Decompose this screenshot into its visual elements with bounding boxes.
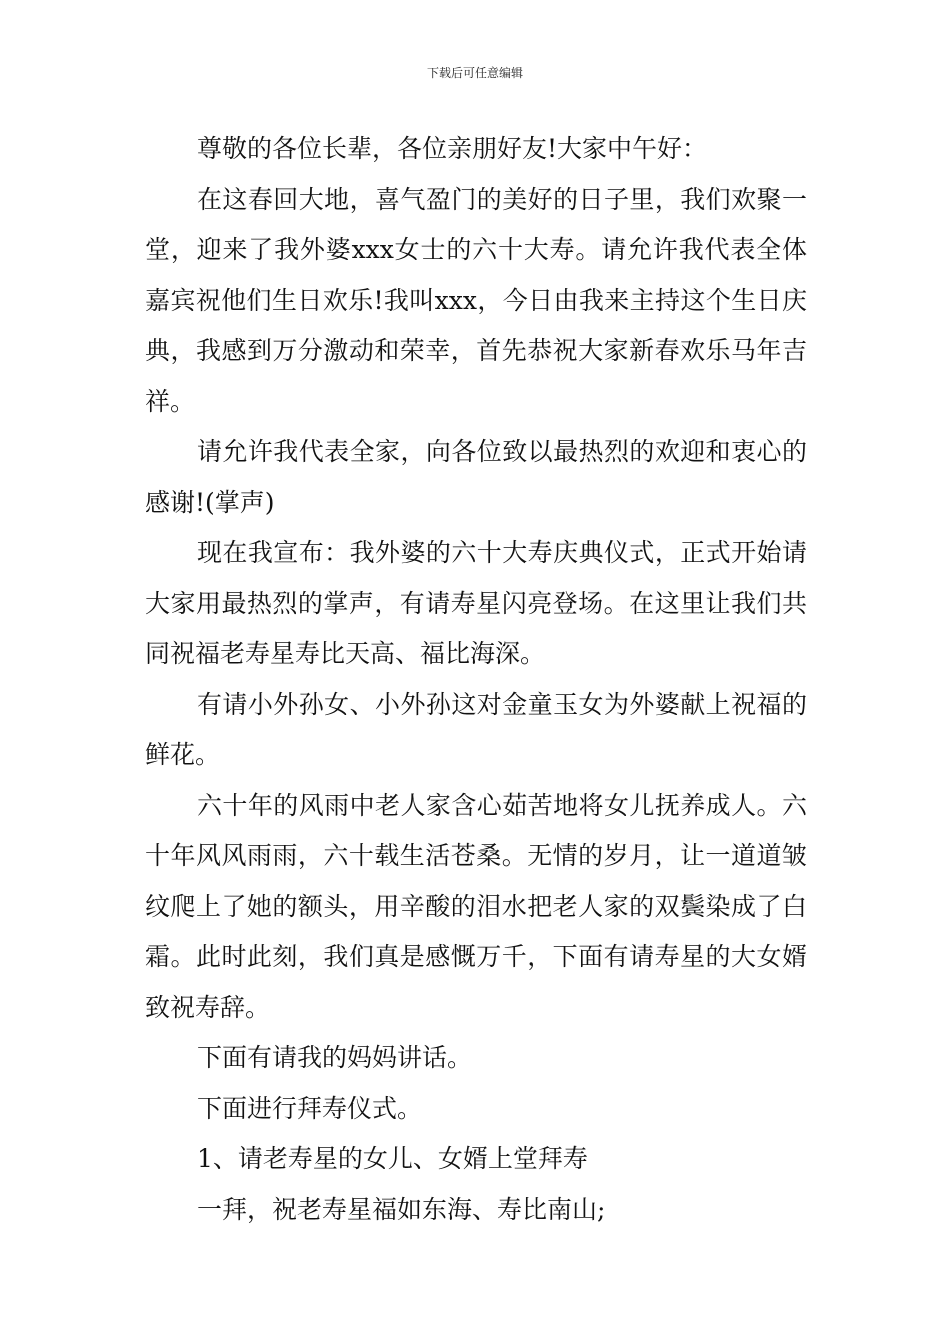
paragraph-greeting: 尊敬的各位长辈，各位亲朋好友!大家中午好： <box>197 134 708 163</box>
paragraph-opening: 在这春回大地，喜气盈门的美好的日子里，我们欢聚一堂，迎来了我外婆xxx女士的六十大寿。请允许我代表全体嘉宾祝他们生日欢乐!我叫xxx，今日由我来主持这个生日庆典，我感到万分激动和荣幸，首先恭祝大家新春欢乐马年吉祥。 <box>145 184 807 416</box>
paragraph-first-bow: 一拜，祝老寿星福如东海、寿比南山; <box>197 1194 606 1224</box>
paragraph-tribute: 六十年的风雨中老人家含心茹苦地将女儿抚养成人。六十年风风雨雨，六十载生活苍桑。无情的岁月，让一道道皱纹爬上了她的额头，用辛酸的泪水把老人家的双鬓染成了白霜。此时此刻，我们真是感慨万千，下面有请寿星的大女婿致祝寿辞。 <box>145 790 807 1022</box>
paragraph-ceremony: 下面进行拜寿仪式。 <box>197 1093 423 1123</box>
page-header: 下载后可任意编辑 <box>426 66 523 80</box>
paragraph-announcement: 现在我宣布：我外婆的六十大寿庆典仪式，正式开始请大家用最热烈的掌声，有请寿星闪亮登场。在这里让我们共同祝福老寿星寿比天高、福比海深。 <box>145 538 807 668</box>
paragraph-welcome: 请允许我代表全家，向各位致以最热烈的欢迎和衷心的感谢!(掌声) <box>145 437 807 517</box>
document-body <box>145 124 807 1235</box>
paragraph-flowers: 有请小外孙女、小外孙这对金童玉女为外婆献上祝福的鲜花。 <box>145 689 807 769</box>
paragraph-mother-speech: 下面有请我的妈妈讲话。 <box>197 1043 473 1072</box>
paragraph-list-item-1: 1、请老寿星的女儿、女婿上堂拜寿 <box>197 1144 588 1173</box>
